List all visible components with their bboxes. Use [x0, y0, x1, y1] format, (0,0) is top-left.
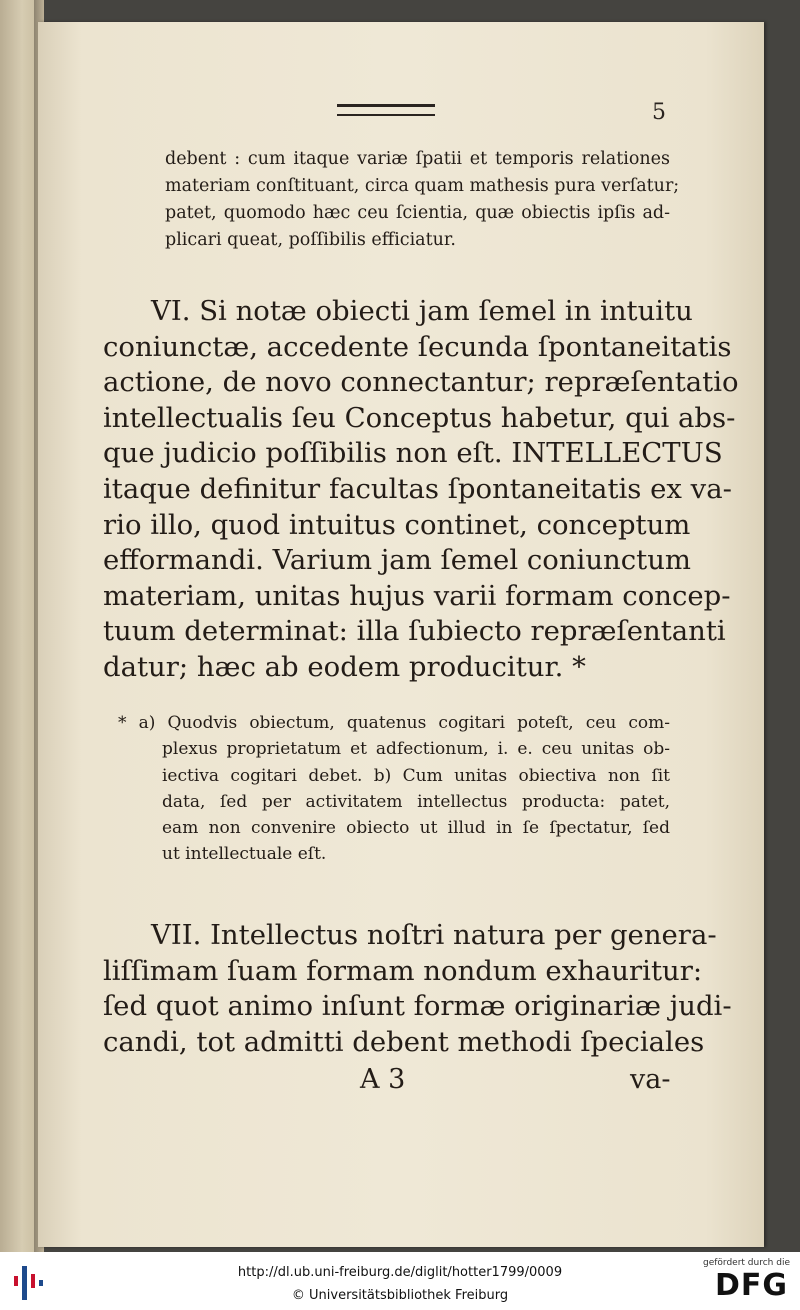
viewer-footer	[0, 1252, 800, 1310]
text-line: VI. Si notæ obiecti jam ſemel in intuitu	[151, 295, 693, 327]
text-line: coniunctæ, accedente ſecunda ſpontaneitatis	[103, 330, 732, 363]
text-line: actione, de novo connectantur; repræſentatio	[103, 366, 739, 399]
text-line: que judicio poſſibilis non eſt. INTELLECTUS	[103, 437, 723, 470]
text-line: iectiva cogitari debet. b) Cum unitas obiectiva non ſit	[162, 765, 670, 786]
header-rule	[337, 104, 435, 116]
catchword: va-	[630, 1064, 671, 1095]
text-line: plicari queat, poſſibilis efficiatur.	[165, 230, 456, 250]
text-line: candi, tot admitti debent methodi ſpeciales	[103, 1025, 705, 1058]
paragraph-continued	[165, 146, 680, 254]
permalink-url[interactable]: http://dl.ub.uni-freiburg.de/diglit/hotter1799/0009	[237, 1265, 563, 1280]
section-vii	[103, 918, 732, 1060]
signature-mark: A 3	[360, 1064, 406, 1095]
text-line: patet, quomodo hæc ceu ſcientia, quæ obiectis ipſis ad-	[165, 203, 670, 223]
page-number: 5	[652, 100, 666, 125]
section-vi	[103, 294, 739, 686]
text-line: intellectualis ſeu Conceptus habetur, qui abs-	[103, 401, 736, 434]
text-line: materiam, unitas hujus varii formam concep-	[103, 579, 731, 612]
text-line: ut intellectuale eſt.	[162, 844, 327, 865]
text-line: plexus proprietatum et adfectionum, i. e. ceu unitas ob-	[162, 739, 670, 760]
funding-note: gefördert durch die	[703, 1258, 790, 1268]
text-line: debent : cum itaque variæ ſpatii et temporis relationes	[165, 149, 670, 169]
text-line: data, ſed per activitatem intellectus producta: patet,	[162, 791, 670, 812]
text-line: eam non convenire obiecto ut illud in ſe ſpectatur, ſed	[162, 818, 670, 839]
dfg-logo-icon: DFG	[714, 1268, 788, 1303]
text-line: rio illo, quod intuitus continet, conceptum	[103, 508, 691, 541]
text-line: * a) Quodvis obiectum, quatenus cogitari poteſt, ceu com-	[118, 713, 670, 733]
text-line: datur; hæc ab eodem producitur. *	[103, 650, 586, 683]
footnote	[118, 710, 670, 868]
text-line: materiam conſtituant, circa quam mathesis pura verſatur;	[165, 176, 680, 196]
text-line: VII. Intellectus noſtri natura per genera-	[151, 919, 717, 951]
text-line: efformandi. Varium jam ſemel coniunctum	[103, 544, 691, 577]
text-line: liſſimam ſuam formam nondum exhauritur:	[103, 954, 703, 987]
text-line: tuum determinat: illa ſubiecto repræſentanti	[103, 615, 726, 648]
text-line: itaque definitur facultas ſpontaneitatis ex va-	[103, 472, 732, 505]
text-line: ſed quot animo inſunt formæ originariæ judi-	[103, 990, 732, 1023]
copyright-notice: © Universitätsbibliothek Freiburg	[291, 1288, 509, 1303]
